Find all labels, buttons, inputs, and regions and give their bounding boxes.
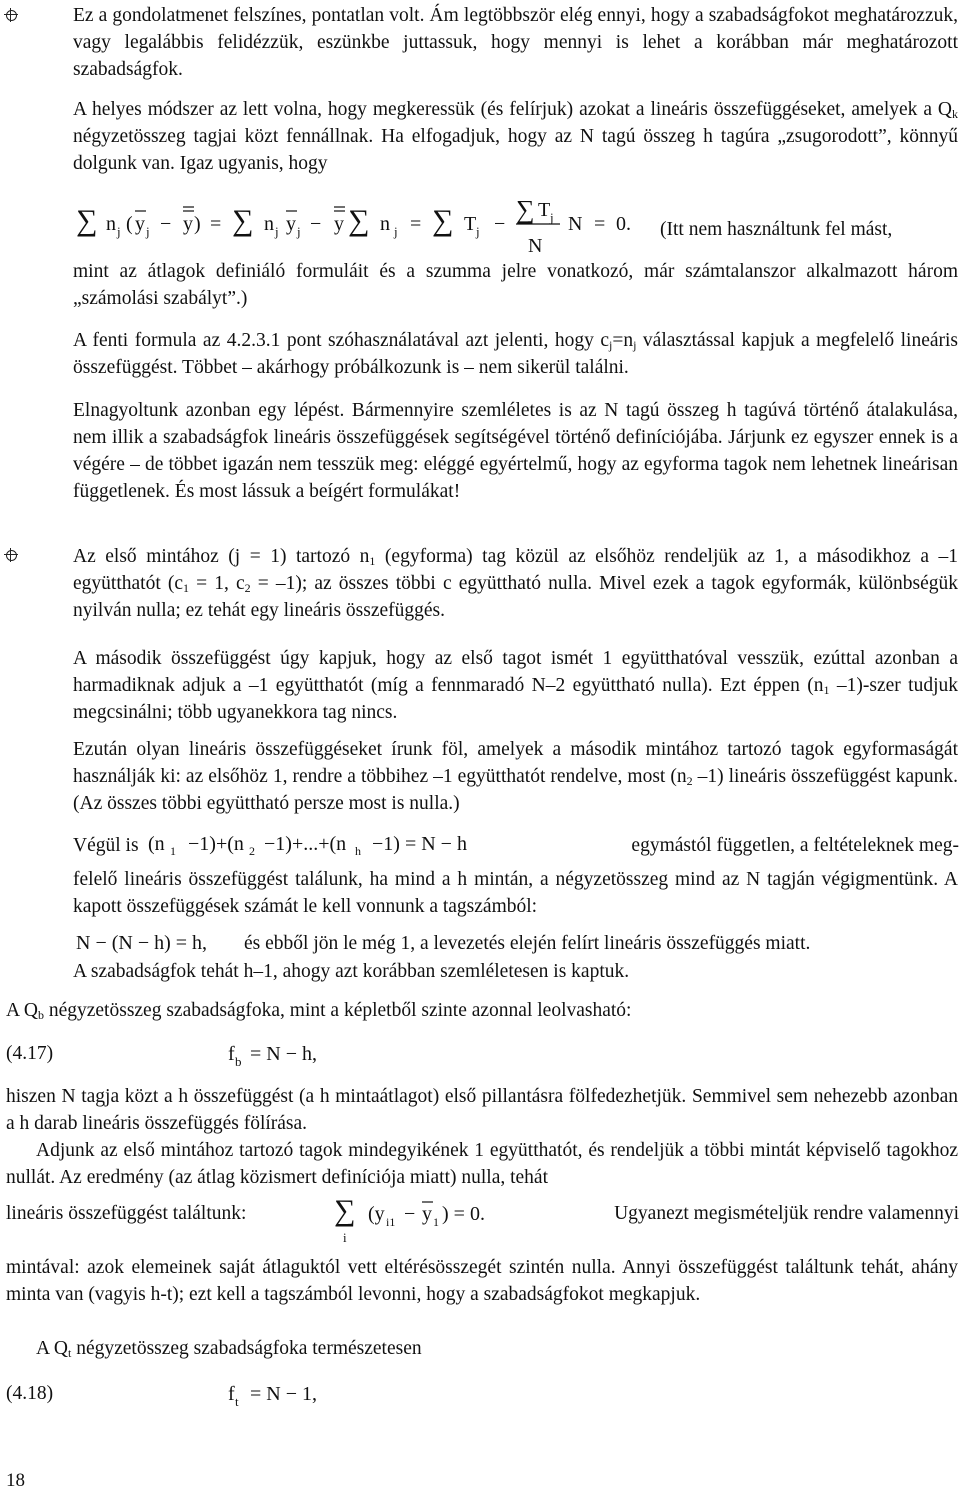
svg-text:∑: ∑	[432, 204, 454, 237]
paragraph-2: A helyes módszer az lett volna, hogy megkeressük (és felírjuk) azokat a lineáris összefüggéseket, amelyek a $Q_k$ négyzetösszeg tagjai közt fennállnak. Ha elfogadjuk, hogy az N tagú összeg h tagúra „zsugorodott”, könnyű dolgunk van. Igaz ugyanis, hogy	[73, 99, 958, 174]
paragraph-9b: felelő lineáris összefüggést találunk, ha mind a h mintán, a négyzetösszeg mind az N tagján végigmentünk. A kapott összefüggések számát le kell vonnunk a tagszámból:	[73, 869, 958, 917]
paragraph-11: A szabadságfok tehát h–1, ahogy azt korábban szemléletesen is kaptuk.	[73, 961, 630, 982]
svg-text:0.: 0.	[616, 213, 631, 235]
svg-text:= N − 1,: = N − 1,	[250, 1383, 318, 1405]
svg-text:j: j	[275, 224, 279, 239]
svg-text:f: f	[228, 1043, 235, 1065]
paragraph-6: Az első mintához (j = 1) tartozó $n_1$ (egyforma) tag közül az elsőhöz rendeljük az 1, a másodikhoz a –1 együtthatót ($c_1 = 1$, $c_2 = -1$); az összes többi c együttható nulla. Mivel ezek a tagok egyformák, különbségük nyilván nulla; ez tehát egy lineáris összefüggés.	[73, 546, 958, 621]
svg-text:∑: ∑	[334, 1194, 356, 1227]
svg-text:−: −	[494, 213, 506, 235]
svg-text:−1) = N − h: −1) = N − h	[372, 833, 467, 855]
page-number: 18	[6, 1470, 25, 1491]
svg-text:b: b	[235, 1054, 242, 1069]
paragraph-14-tail: Ugyanezt megismételjük rendre valamennyi	[614, 1203, 959, 1224]
svg-text:(: (	[126, 213, 133, 235]
svg-text:(y: (y	[368, 1203, 385, 1225]
equation-difference	[76, 928, 256, 958]
paragraph-9-lead: Végül is	[73, 835, 139, 856]
svg-text:T: T	[464, 213, 477, 235]
svg-text:∑: ∑	[516, 195, 535, 224]
svg-text:y: y	[334, 213, 344, 235]
svg-text:j: j	[550, 210, 554, 225]
equation-4-18	[228, 1378, 368, 1412]
svg-text:j: j	[146, 224, 150, 239]
equation-4-18-label: (4.18)	[6, 1383, 54, 1404]
svg-text:(n: (n	[148, 833, 165, 855]
paragraph-marker-icon	[4, 548, 18, 562]
svg-text:) = 0.: ) = 0.	[442, 1203, 485, 1225]
svg-text:y: y	[422, 1203, 432, 1225]
equation-sum	[148, 826, 548, 862]
paragraph-marker-icon	[4, 8, 18, 22]
svg-text:t: t	[235, 1394, 239, 1409]
paragraph-7: A második összefüggést úgy kapjuk, hogy az első tagot ismét 1 együtthatóval vesszük, ezúttal azonban a harmadiknak adjuk a –1 együtthatót (míg a fennmaradó N–2 együttható nulla). Ezt éppen ($n_1$ –1)-szer tudjuk megcsinálni; több ugyanekkora tag nincs.	[73, 648, 958, 723]
svg-text:=: =	[410, 213, 422, 235]
svg-text:1: 1	[170, 844, 176, 858]
svg-text:y: y	[183, 213, 193, 235]
svg-text:∑: ∑	[76, 204, 98, 237]
paragraph-14-lead: lineáris összefüggést találtunk:	[6, 1203, 247, 1224]
svg-text:N: N	[568, 213, 583, 235]
svg-text:−: −	[404, 1203, 416, 1225]
svg-text:2: 2	[249, 844, 255, 858]
svg-text:N − (N − h) = h,: N − (N − h) = h,	[76, 932, 208, 954]
paragraph-9-tail: egymástól független, a feltételeknek meg-	[631, 835, 959, 856]
paragraph-4: A fenti formula az 4.2.3.1 pont szóhasználatával azt jelenti, hogy $c_j=n_j$ választással kapjuk a megfelelő lineáris összefüggést. Többet – akárhogy próbálkozunk is – nem sikerül találni.	[73, 330, 958, 378]
svg-text:=: =	[210, 213, 222, 235]
svg-text:j: j	[394, 224, 398, 239]
svg-text:∑: ∑	[348, 204, 370, 237]
svg-text:y: y	[135, 213, 145, 235]
svg-text:): )	[194, 213, 201, 235]
svg-text:−1)+...+(n: −1)+...+(n	[264, 833, 347, 855]
svg-text:−1)+(n: −1)+(n	[188, 833, 244, 855]
svg-text:j: j	[297, 224, 301, 239]
equation-4-17-label: (4.17)	[6, 1043, 54, 1064]
paragraph-13: hiszen N tagja közt a h összefüggést (a h mintaátlagot) első pillantásra fölfedezhetjük. Semmivel sem nehezebb azonban a h darab lineáris összefüggés fölírása.	[6, 1086, 958, 1134]
svg-text:n: n	[380, 213, 390, 235]
paragraph-14: Adjunk az első mintához tartozó tagok mindegyikének 1 együtthatót, és rendeljük a többi mintát képviselő tagokhoz nullát. Az eredmény (az átlag közismert definíciója miatt) nulla, tehát	[6, 1140, 958, 1188]
svg-text:j: j	[117, 224, 121, 239]
svg-text:j: j	[476, 224, 480, 239]
equation-linear	[334, 1188, 514, 1246]
svg-text:−: −	[310, 213, 322, 235]
svg-text:n: n	[264, 213, 274, 235]
svg-text:y: y	[286, 213, 296, 235]
paragraph-1: Ez a gondolatmenet felszínes, pontatlan volt. Ám legtöbbször elég ennyi, hogy a szabadságfokot meghatározzuk, vagy legalábbis felidézzük, eszünkbe juttassuk, hogy mennyi is lehet a korábban már meghatározott szabadságfok.	[73, 5, 958, 80]
equation-1	[76, 188, 676, 260]
svg-text:i1: i1	[386, 1215, 396, 1229]
paragraph-16: A $Q_t$ négyzetösszeg szabadságfoka természetesen	[36, 1338, 422, 1360]
svg-text:−: −	[160, 213, 172, 235]
equation-4-17	[228, 1038, 368, 1072]
svg-text:N: N	[528, 235, 543, 257]
svg-text:n: n	[106, 213, 116, 235]
paragraph-15: mintával: azok elemeinek saját átlaguktól vett eltérésösszegét szintén nulla. Annyi összefüggést találtunk tehát, ahány minta van (vagyis h-t); ezt kell a tagszámból levonni, hogy a szabadságfokot megkapjuk.	[6, 1257, 958, 1305]
paragraph-12: A $Q_b$ négyzetösszeg szabadságfoka, mint a képletből szinte azonnal leolvasható:	[6, 1000, 632, 1022]
svg-text:=: =	[594, 213, 606, 235]
paragraph-5: Elnagyoltunk azonban egy lépést. Bármennyire szemléletes is az N tagú összeg h tagúvá történő átalakulása, nem illik a szabadságfok lineáris összefüggések segítségével történő definíciójába. Járjunk ez egyszer ennek is a végére – de többet igazán nem tesszük meg: eléggé egyértelmű, hogy az egyforma tagok nem lehetnek lineárisan függetlenek. És most lássuk a beígért formulákat!	[73, 400, 958, 502]
paragraph-3: mint az átlagok definiáló formuláit és a szumma jelre vonatkozó, már számtalanszor alkalmazott három „számolási szabályt”.)	[73, 261, 958, 309]
svg-text:1: 1	[433, 1215, 439, 1229]
svg-text:f: f	[228, 1383, 235, 1405]
paragraph-10-tail: és ebből jön le még 1, a levezetés elején felírt lineáris összefüggés miatt.	[244, 933, 811, 954]
svg-text:h: h	[355, 844, 361, 858]
equation-1-note: (Itt nem használtunk fel mást,	[660, 219, 893, 240]
svg-text:= N − h,: = N − h,	[250, 1043, 318, 1065]
svg-text:T: T	[538, 199, 551, 221]
svg-text:∑: ∑	[232, 204, 254, 237]
paragraph-8: Ezután olyan lineáris összefüggéseket írunk föl, amelyek a második mintához tartozó tagok egyformaságát használják ki: az elsőhöz 1, rendre a többihez –1 együtthatót rendelve, most ($n_2$ –1) lineáris összefüggést kapunk. (Az összes többi együttható persze most is nulla.)	[73, 739, 958, 814]
svg-text:i: i	[343, 1230, 347, 1245]
